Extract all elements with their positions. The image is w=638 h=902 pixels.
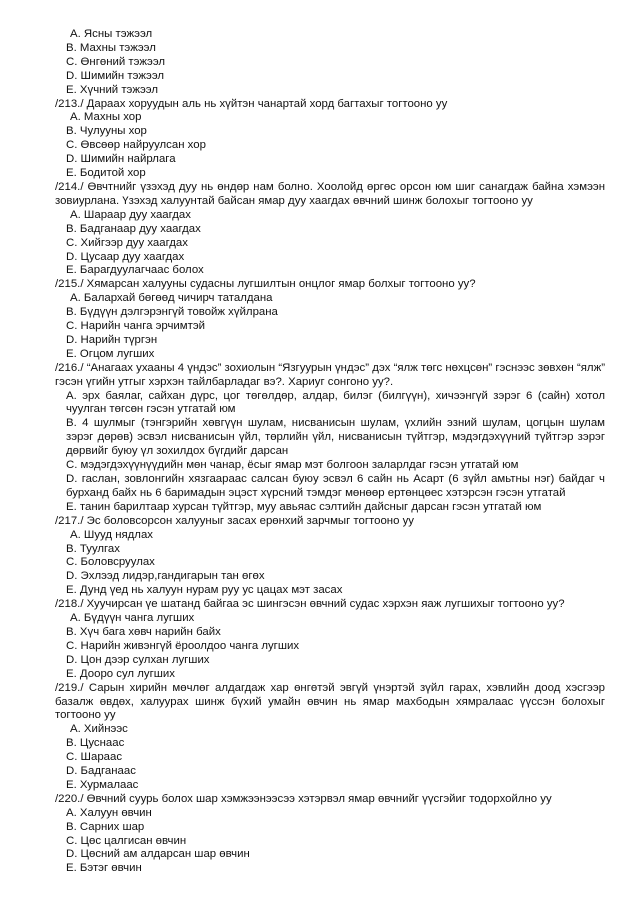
answer-option: D. Нарийн түргэн bbox=[66, 333, 158, 346]
answer-option: C. Өнгөний тэжээл bbox=[66, 55, 166, 68]
question-text: /220./ Өвчний суурь болох шар хэмжээнээсээ хэтэрвэл ямар өвчнийг үүсгэйиг тодорхойлно уу bbox=[55, 792, 552, 805]
answer-option: E. Огцом лугших bbox=[66, 347, 155, 360]
answer-option: E. Хүчний тэжээл bbox=[66, 83, 159, 96]
answer-option: B. Хүч бага хөвч нарийн байх bbox=[66, 625, 221, 638]
answer-option: A. Бүдүүн чанга лугших bbox=[70, 612, 195, 625]
answer-option: D. Цөсний ам алдарсан шар өвчин bbox=[66, 848, 250, 861]
answer-option: A. Шараар дуу хаагдах bbox=[70, 208, 191, 221]
answer-option: D. Эхлээд лидэр,гандигарын тан өгөх bbox=[66, 570, 265, 583]
answer-option: C. Нарийн чанга эрчимтэй bbox=[66, 320, 206, 333]
answer-option: E. Дооро сул лугших bbox=[66, 667, 175, 680]
answer-option: B. Чулууны хор bbox=[66, 125, 147, 138]
question-text: /217./ Эс боловсорсон халууныг засах ерөнхий зарчмыг тогтооно уу bbox=[55, 514, 414, 527]
answer-option: B. Бүдүүн дэлгэрэнгүй товойж хүйлрана bbox=[66, 306, 278, 319]
question-text: /214./ Өвчтнийг үзэхэд дуу нь өндөр нам болно. Хоолойд өргөс орсон юм шиг санагдаж байна хэмээн зовиурлана. Үзэхэд халуунтай байсан ямар дуу хаагдах өвчний шинж болохыг тогтооно уу bbox=[55, 180, 605, 207]
answer-option: C. Шараас bbox=[66, 751, 123, 764]
answer-option: A. Ясны тэжээл bbox=[70, 28, 153, 40]
answer-option: A. Махны хор bbox=[70, 111, 142, 124]
answer-option: B. Туулгах bbox=[66, 542, 120, 555]
answer-option: E. Дунд үед нь халуун нурам руу ус цацах мэт засах bbox=[66, 584, 343, 597]
answer-option: E. Бэтэг өвчин bbox=[66, 862, 142, 875]
answer-option: D. Шимийн найрлага bbox=[66, 153, 176, 166]
answer-option: B. Махны тэжээл bbox=[66, 41, 156, 54]
answer-paragraph: D. гаслан, зовлонгийн хязгаараас салсан буюу эсвэл 6 сайн нь Асарт (6 зүйл амьтны нэг) байдаг ч бурханд байх нь 6 баримадын эцэст хүрсний тэмдэг мөнөөр ертөнцөес хэтэрсэн гэсэн утгатай bbox=[66, 473, 605, 499]
answer-paragraph: C. мэдэгдэхүүнүүдийн мөн чанар, ёсыг ямар мэт болгоон заларлдаг гэсэн утгатай юм bbox=[66, 459, 519, 472]
answer-option: D. Шимийн тэжээл bbox=[66, 69, 165, 82]
question-text: /216./ “Анагаах ухааны 4 үндэс” зохиолын “Язгуурын үндэс” дэх “ялж төгс нөхцсөн” гэснээс зөвхөн “ялж” гэсэн үгийн утгыг хэрхэн тайлбарладаг вэ?. Хариуг сонгоно уу?. bbox=[55, 361, 605, 388]
answer-option: C. Цөс цалгисан өвчин bbox=[66, 834, 187, 847]
answer-option: A. Халуун өвчин bbox=[66, 806, 152, 819]
answer-paragraph: A. эрх баялаг, сайхан дүрс, цог төгөлдөр, алдар, билэг (билгүүн), хичээнгүй зэрэг 6 (сайн) хотол чуулган төгсөн гэсэн утгатай юм bbox=[66, 389, 605, 416]
question-text: /213./ Дараах хоруудын аль нь хүйтэн чанартай хорд багтахыг тогтооно уу bbox=[55, 97, 448, 110]
answer-option: C. Боловсруулах bbox=[66, 556, 155, 569]
answer-option: C. Нарийн живэнгүй ёроолдоо чанга лугших bbox=[66, 639, 300, 652]
answer-option: A. Хийнээс bbox=[70, 723, 128, 736]
answer-paragraph: E. танин барилтаар хурсан түйтгэр, муу авьяас сэлтийн дайсныг дарсан гэсэн утгатай юм bbox=[66, 500, 542, 513]
answer-paragraph: B. 4 шулмыг (тэнгэрийн хөвгүүн шулам, нисванисын шулам, үхлийн эзний шулам, цогцын шулам зэрэг дөрөв) эсвэл нисванисын үйл, төрлийн үйл, нисванисын түйтгэр, мэдэгдэхүүний түйтгэр зэрэг дөрвийг буюу үл зохилдох бүгдийг дарсан bbox=[66, 417, 605, 458]
document-body bbox=[55, 28, 605, 876]
answer-option: E. Барагдуулагчаас болох bbox=[66, 264, 204, 277]
answer-option: A. Шууд нядлах bbox=[70, 528, 153, 541]
answer-option: E. Бодитой хор bbox=[66, 167, 146, 180]
answer-option: D. Бадганаас bbox=[66, 765, 136, 778]
answer-option: E. Хурмалаас bbox=[66, 778, 139, 791]
question-text: /218./ Хуучирсан үе шатанд байгаа эс шингэсэн өвчний судас хэрхэн яаж лугшихыг тогтооно уу? bbox=[55, 598, 565, 611]
answer-option: C. Өвсөөр найруулсан хор bbox=[66, 139, 206, 152]
answer-option: D. Цон дээр сулхан лугших bbox=[66, 653, 210, 666]
answer-option: A. Балархай бөгөөд чичирч таталдана bbox=[70, 292, 273, 305]
question-text: /215./ Хямарсан халууны судасны лугшилтын онцлог ямар болхыг тогтооно уу? bbox=[55, 278, 476, 291]
answer-option: B. Сарних шар bbox=[66, 820, 145, 833]
question-text: /219./ Сарын хирийн мөчлөг алдагдаж хар өнгөтэй эвгүй үнэртэй зүйл гарах, хэвлийн доод хэсгээр базалж өвдөх, халуурах шинж бүхий умайн өвчин нь ямар махбодын хямралаас үүссэн болохыг тогтооно уу bbox=[55, 681, 605, 722]
answer-option: B. Цуснаас bbox=[66, 737, 125, 750]
answer-option: D. Цусаар дуу хаагдах bbox=[66, 250, 185, 263]
answer-option: C. Хийгээр дуу хаагдах bbox=[66, 236, 188, 249]
answer-option: B. Бадганаар дуу хаагдах bbox=[66, 222, 201, 235]
